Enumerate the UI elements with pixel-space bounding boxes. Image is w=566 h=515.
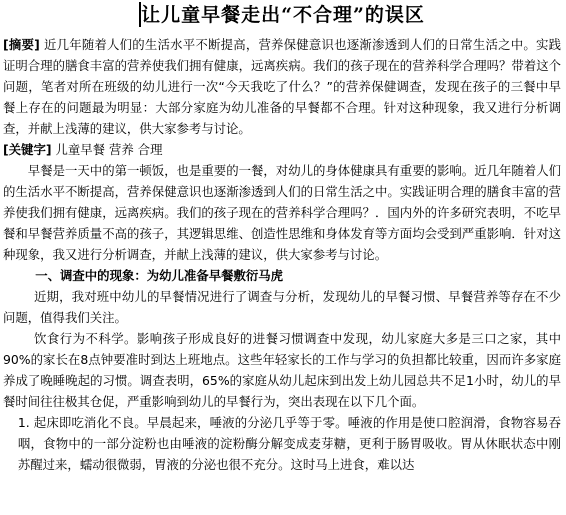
text-cursor xyxy=(139,2,141,27)
intro-paragraph: 早餐是一天中的第一顿饭，也是重要的一餐，对幼儿的身体健康具有重要的影响。近几年随着人们的生活水平不断提高，营养保健意识也逐渐渗透到人们的日常生活之中。实践证明合理的膳食丰富的营养使我们拥有健康，远离疾病。我们的孩子现在的营养科学合理吗？．国内外的许多研究表明，不吃早餐和早餐营养质量不高的孩子，其逻辑思维、创造性思维和身体发育等方面均会受到严重影响．针对这种现象，我又进行分析调查，并献上浅薄的建议，供大家参考与讨论。 xyxy=(3,163,561,262)
keywords-text: 儿童早餐 营养 合理 xyxy=(55,142,163,157)
document-body xyxy=(3,34,561,475)
abstract-paragraph xyxy=(3,34,561,139)
list-item: 1. 起床即吃消化不良。早晨起来，唾液的分泌几乎等于零。唾液的作用是使口腔润滑，食物容易吞咽，食物中的一部分淀粉也由唾液的淀粉酶分解变成麦芽糖，更利于肠胃吸收。胃从休眠状态中刚苏醒过来，蠕动很微弱，胃液的分泌也很不充分。这时马上进食，难以达 xyxy=(17,415,561,472)
abstract-text: 近几年随着人们的生活水平不断提高，营养保健意识也逐渐渗透到人们的日常生活之中。实践证明合理的膳食丰富的营养使我们拥有健康，远离疾病。我们的孩子现在的营养科学合理吗？带着这个问题，笔者对所在班级的幼儿进行一次“今天我吃了什么？”的营养保健调查，发现在孩子的三餐中早餐上存在的问题最为明显：大部分家庭为幼儿准备的早餐都不合理。针对这种现象，我又进行分析调查，并献上浅薄的建议，供大家参考与讨论。 xyxy=(3,37,562,136)
abstract-label: [摘要] xyxy=(3,37,40,52)
section-paragraph-1: 近期，我对班中幼儿的早餐情况进行了调查与分析，发现幼儿的早餐习惯、早餐营养等存在不少问题，值得我们关注。 xyxy=(3,289,561,325)
section-heading: 一、调查中的现象：为幼儿准备早餐敷衍马虎 xyxy=(35,268,284,283)
document-title: 让儿童早餐走出“不合理”的误区 xyxy=(141,4,425,26)
section-paragraph-2: 饮食行为不科学。影响孩子形成良好的进餐习惯调查中发现，幼儿家庭大多是三口之家，其中90%的家长在8点钟要准时到达上班地点。这些年轻家长的工作与学习的负担都比较重，因而许多家庭养成了晚睡晚起的习惯。调查表明，65%的家庭从幼儿起床到出发上幼儿园总共不足1小时，幼儿的早餐时间往往极其仓促，严重影响到幼儿的早餐行为，突出表现在以下几个面。 xyxy=(3,331,561,409)
keywords-label: [关键字] xyxy=(3,142,52,157)
title-area xyxy=(0,0,566,30)
keywords-paragraph xyxy=(3,139,561,160)
